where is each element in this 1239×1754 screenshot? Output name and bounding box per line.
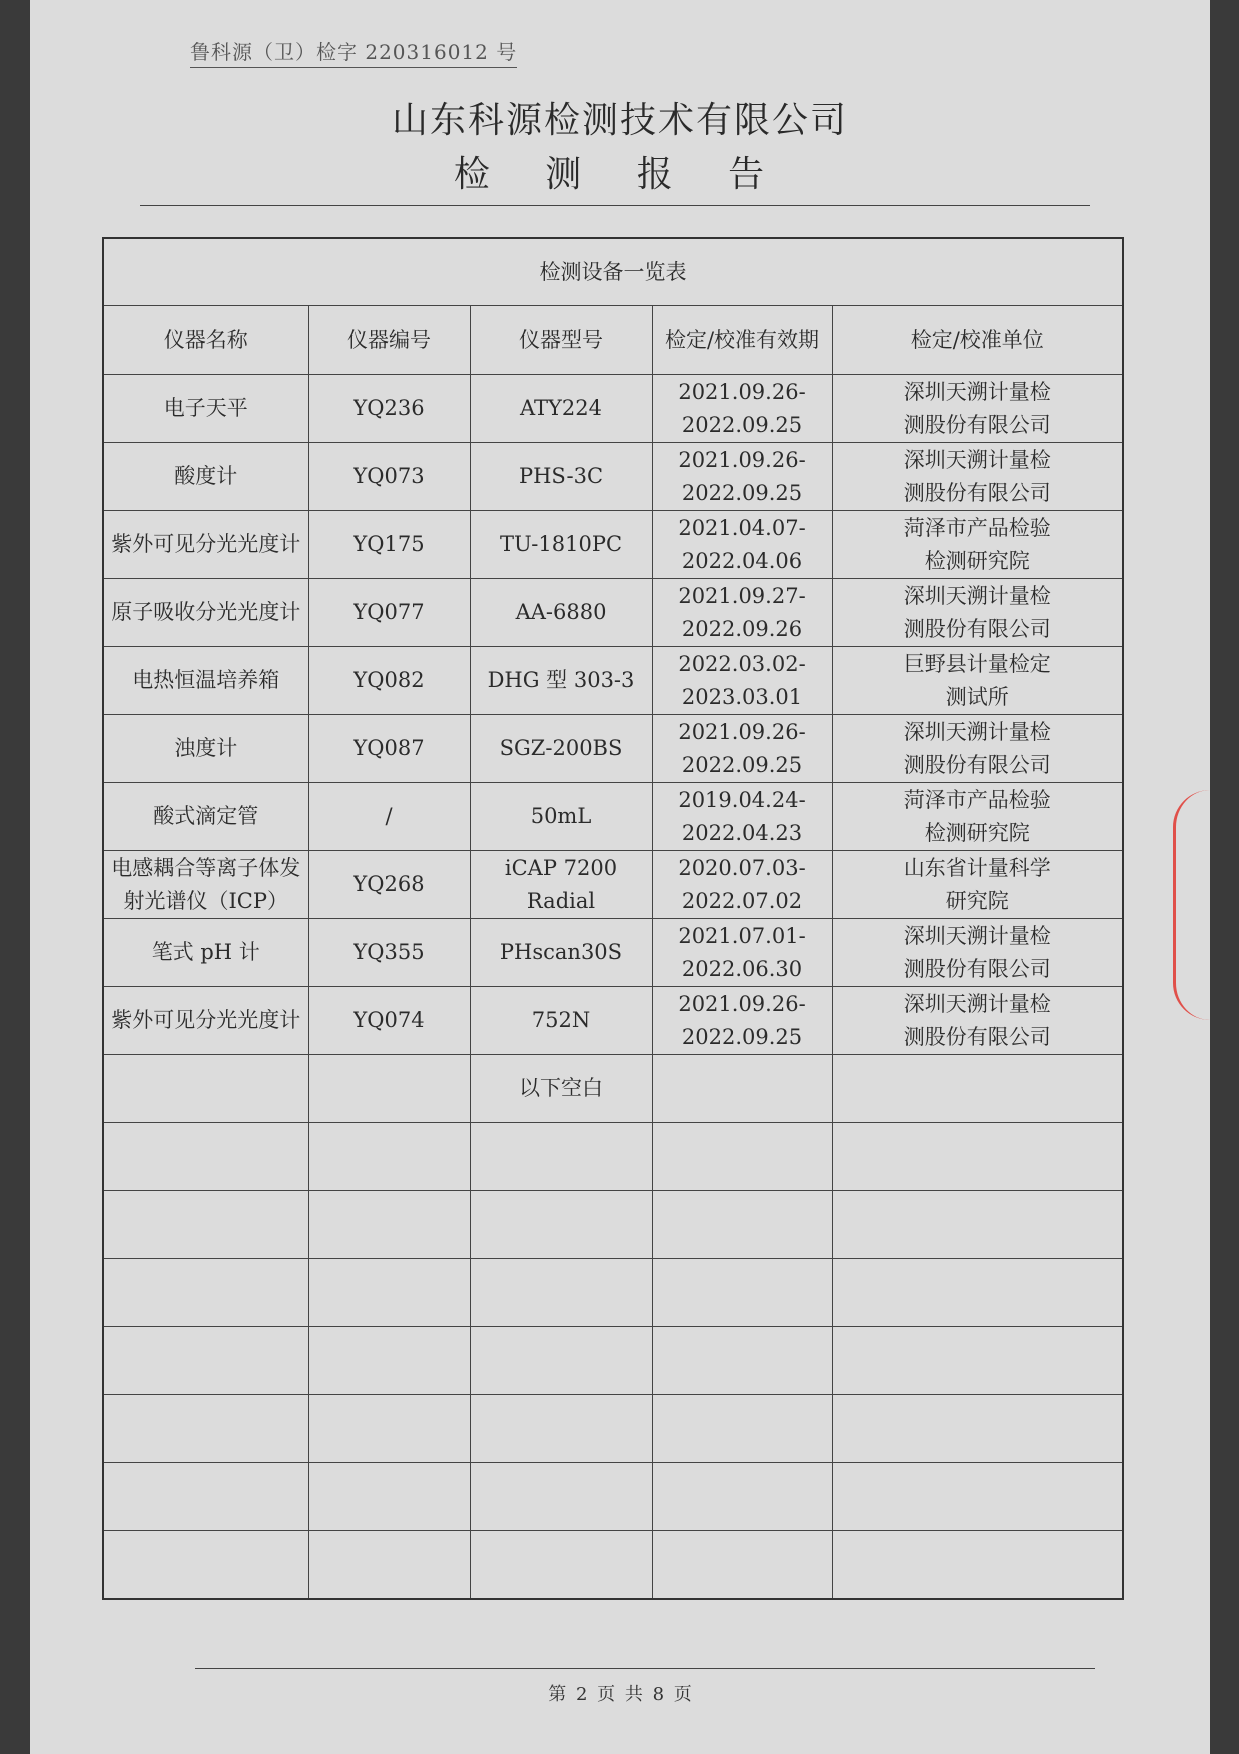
unit-line: 研究院: [945, 888, 1009, 913]
empty-cell: [832, 1463, 1123, 1531]
empty-cell: [308, 1531, 470, 1600]
unit-line: 菏泽市产品检验: [903, 787, 1051, 812]
validity-period: [652, 579, 832, 647]
table-row: [103, 443, 1123, 511]
instrument-model: 752N: [470, 987, 652, 1055]
table-row: [103, 647, 1123, 715]
calibration-unit: [832, 579, 1123, 647]
empty-cell: [103, 1191, 308, 1259]
validity-line: 2021.09.26-: [678, 719, 806, 744]
calibration-unit: [832, 987, 1123, 1055]
validity-line: 2021.09.26-: [678, 379, 806, 404]
empty-cell: [103, 1327, 308, 1395]
instrument-name: 电感耦合等离子体发射光谱仪（ICP）: [103, 851, 308, 919]
instrument-id: YQ074: [308, 987, 470, 1055]
validity-period: [652, 443, 832, 511]
unit-line: 测股份有限公司: [903, 956, 1051, 981]
validity-line: 2022.06.30: [681, 956, 803, 981]
table-row: [103, 783, 1123, 851]
validity-period: [652, 851, 832, 919]
validity-line: 2020.07.03-: [678, 855, 806, 880]
unit-line: 深圳天溯计量检: [903, 583, 1051, 608]
table-row: [103, 715, 1123, 783]
instrument-name: 笔式 pH 计: [103, 919, 308, 987]
unit-line: 测股份有限公司: [903, 1024, 1051, 1049]
instrument-id: YQ236: [308, 375, 470, 443]
empty-cell: [103, 1123, 308, 1191]
footer-divider: [195, 1668, 1095, 1669]
empty-cell: [103, 1531, 308, 1600]
validity-line: 2021.07.01-: [678, 923, 806, 948]
empty-cell: [470, 1191, 652, 1259]
validity-period: [652, 783, 832, 851]
empty-cell: [470, 1463, 652, 1531]
instrument-id: YQ087: [308, 715, 470, 783]
calibration-unit: [832, 647, 1123, 715]
unit-line: 深圳天溯计量检: [903, 379, 1051, 404]
validity-line: 2022.04.23: [681, 820, 803, 845]
validity-line: 2022.09.25: [681, 480, 803, 505]
validity-line: 2022.03.02-: [678, 651, 806, 676]
validity-period: [652, 919, 832, 987]
validity-period: [652, 987, 832, 1055]
empty-cell: [832, 1055, 1123, 1123]
instrument-model: AA-6880: [470, 579, 652, 647]
empty-row: [103, 1395, 1123, 1463]
calibration-unit: [832, 715, 1123, 783]
instrument-name: 紫外可见分光光度计: [103, 987, 308, 1055]
red-seal-stamp: [1173, 790, 1210, 1020]
calibration-unit: [832, 443, 1123, 511]
column-header: 仪器名称: [103, 306, 308, 375]
blank-note-row: [103, 1055, 1123, 1123]
table-caption: 检测设备一览表: [103, 238, 1123, 306]
empty-cell: [470, 1123, 652, 1191]
unit-line: 测股份有限公司: [903, 480, 1051, 505]
empty-cell: [652, 1055, 832, 1123]
validity-line: 2022.04.06: [681, 548, 803, 573]
instrument-model: PHscan30S: [470, 919, 652, 987]
empty-cell: [652, 1123, 832, 1191]
document-title: 检 测 报 告: [453, 154, 787, 195]
validity-line: 2021.09.26-: [678, 447, 806, 472]
unit-line: 检测研究院: [924, 820, 1030, 845]
empty-cell: [652, 1531, 832, 1600]
instrument-name: 电子天平: [103, 375, 308, 443]
column-header: 检定/校准有效期: [652, 306, 832, 375]
empty-row: [103, 1531, 1123, 1600]
empty-cell: [103, 1259, 308, 1327]
calibration-unit: [832, 919, 1123, 987]
validity-line: 2021.09.26-: [678, 991, 806, 1016]
instrument-model: iCAP 7200 Radial: [470, 851, 652, 919]
unit-line: 深圳天溯计量检: [903, 923, 1051, 948]
instrument-model: DHG 型 303-3: [470, 647, 652, 715]
instrument-id: YQ077: [308, 579, 470, 647]
empty-row: [103, 1327, 1123, 1395]
unit-line: 深圳天溯计量检: [903, 719, 1051, 744]
column-header: 检定/校准单位: [832, 306, 1123, 375]
unit-line: 菏泽市产品检验: [903, 515, 1051, 540]
column-header: 仪器编号: [308, 306, 470, 375]
unit-line: 深圳天溯计量检: [903, 447, 1051, 472]
table-row: [103, 919, 1123, 987]
instrument-id: YQ073: [308, 443, 470, 511]
instrument-name: 电热恒温培养箱: [103, 647, 308, 715]
table-row: [103, 511, 1123, 579]
validity-line: 2022.09.26: [681, 616, 803, 641]
unit-line: 检测研究院: [924, 548, 1030, 573]
empty-cell: [308, 1191, 470, 1259]
instrument-name: 浊度计: [103, 715, 308, 783]
validity-period: [652, 715, 832, 783]
header-divider: [140, 205, 1090, 206]
empty-cell: [832, 1327, 1123, 1395]
validity-line: 2022.09.25: [681, 752, 803, 777]
empty-cell: [652, 1395, 832, 1463]
table-row: [103, 987, 1123, 1055]
unit-line: 山东省计量科学: [903, 855, 1051, 880]
empty-cell: [103, 1395, 308, 1463]
instrument-model: ATY224: [470, 375, 652, 443]
empty-cell: [308, 1463, 470, 1531]
unit-line: 测股份有限公司: [903, 752, 1051, 777]
empty-cell: [308, 1395, 470, 1463]
empty-cell: [470, 1259, 652, 1327]
unit-line: 巨野县计量检定: [903, 651, 1051, 676]
empty-cell: [832, 1531, 1123, 1600]
instrument-id: /: [308, 783, 470, 851]
empty-row: [103, 1191, 1123, 1259]
calibration-unit: [832, 511, 1123, 579]
empty-cell: [470, 1327, 652, 1395]
company-name: 山东科源检测技术有限公司: [391, 100, 848, 141]
instrument-model: TU-1810PC: [470, 511, 652, 579]
validity-line: 2021.04.07-: [678, 515, 806, 540]
calibration-unit: [832, 783, 1123, 851]
instrument-name: 酸度计: [103, 443, 308, 511]
page-number: 第 2 页 共 8 页: [548, 1684, 692, 1705]
report-number: 鲁科源（卫）检字 220316012 号: [190, 36, 517, 68]
equipment-table: [102, 237, 1124, 1600]
empty-cell: [308, 1327, 470, 1395]
validity-period: [652, 511, 832, 579]
validity-period: [652, 375, 832, 443]
empty-cell: [103, 1055, 308, 1123]
calibration-unit: [832, 375, 1123, 443]
empty-cell: [832, 1259, 1123, 1327]
validity-line: 2022.09.25: [681, 1024, 803, 1049]
report-page: [30, 0, 1210, 1754]
instrument-id: YQ175: [308, 511, 470, 579]
column-header: 仪器型号: [470, 306, 652, 375]
instrument-name: 酸式滴定管: [103, 783, 308, 851]
validity-line: 2021.09.27-: [678, 583, 806, 608]
empty-cell: [103, 1463, 308, 1531]
blank-note: 以下空白: [470, 1055, 652, 1123]
empty-row: [103, 1259, 1123, 1327]
empty-cell: [470, 1531, 652, 1600]
empty-cell: [652, 1463, 832, 1531]
validity-line: 2022.09.25: [681, 412, 803, 437]
unit-line: 测股份有限公司: [903, 616, 1051, 641]
empty-cell: [470, 1395, 652, 1463]
empty-cell: [832, 1191, 1123, 1259]
instrument-model: SGZ-200BS: [470, 715, 652, 783]
unit-line: 深圳天溯计量检: [903, 991, 1051, 1016]
validity-period: [652, 647, 832, 715]
table-row: [103, 851, 1123, 919]
empty-row: [103, 1123, 1123, 1191]
instrument-id: YQ355: [308, 919, 470, 987]
empty-cell: [308, 1055, 470, 1123]
table-row: [103, 375, 1123, 443]
validity-line: 2023.03.01: [681, 684, 803, 709]
instrument-id: YQ082: [308, 647, 470, 715]
empty-cell: [652, 1327, 832, 1395]
empty-cell: [308, 1259, 470, 1327]
instrument-model: 50mL: [470, 783, 652, 851]
validity-line: 2022.07.02: [681, 888, 803, 913]
empty-cell: [832, 1395, 1123, 1463]
empty-cell: [652, 1259, 832, 1327]
calibration-unit: [832, 851, 1123, 919]
instrument-name: 紫外可见分光光度计: [103, 511, 308, 579]
empty-cell: [308, 1123, 470, 1191]
unit-line: 测股份有限公司: [903, 412, 1051, 437]
validity-line: 2019.04.24-: [678, 787, 806, 812]
empty-cell: [652, 1191, 832, 1259]
instrument-id: YQ268: [308, 851, 470, 919]
instrument-name: 原子吸收分光光度计: [103, 579, 308, 647]
empty-cell: [832, 1123, 1123, 1191]
instrument-model: PHS-3C: [470, 443, 652, 511]
unit-line: 测试所: [945, 684, 1009, 709]
empty-row: [103, 1463, 1123, 1531]
table-row: [103, 579, 1123, 647]
